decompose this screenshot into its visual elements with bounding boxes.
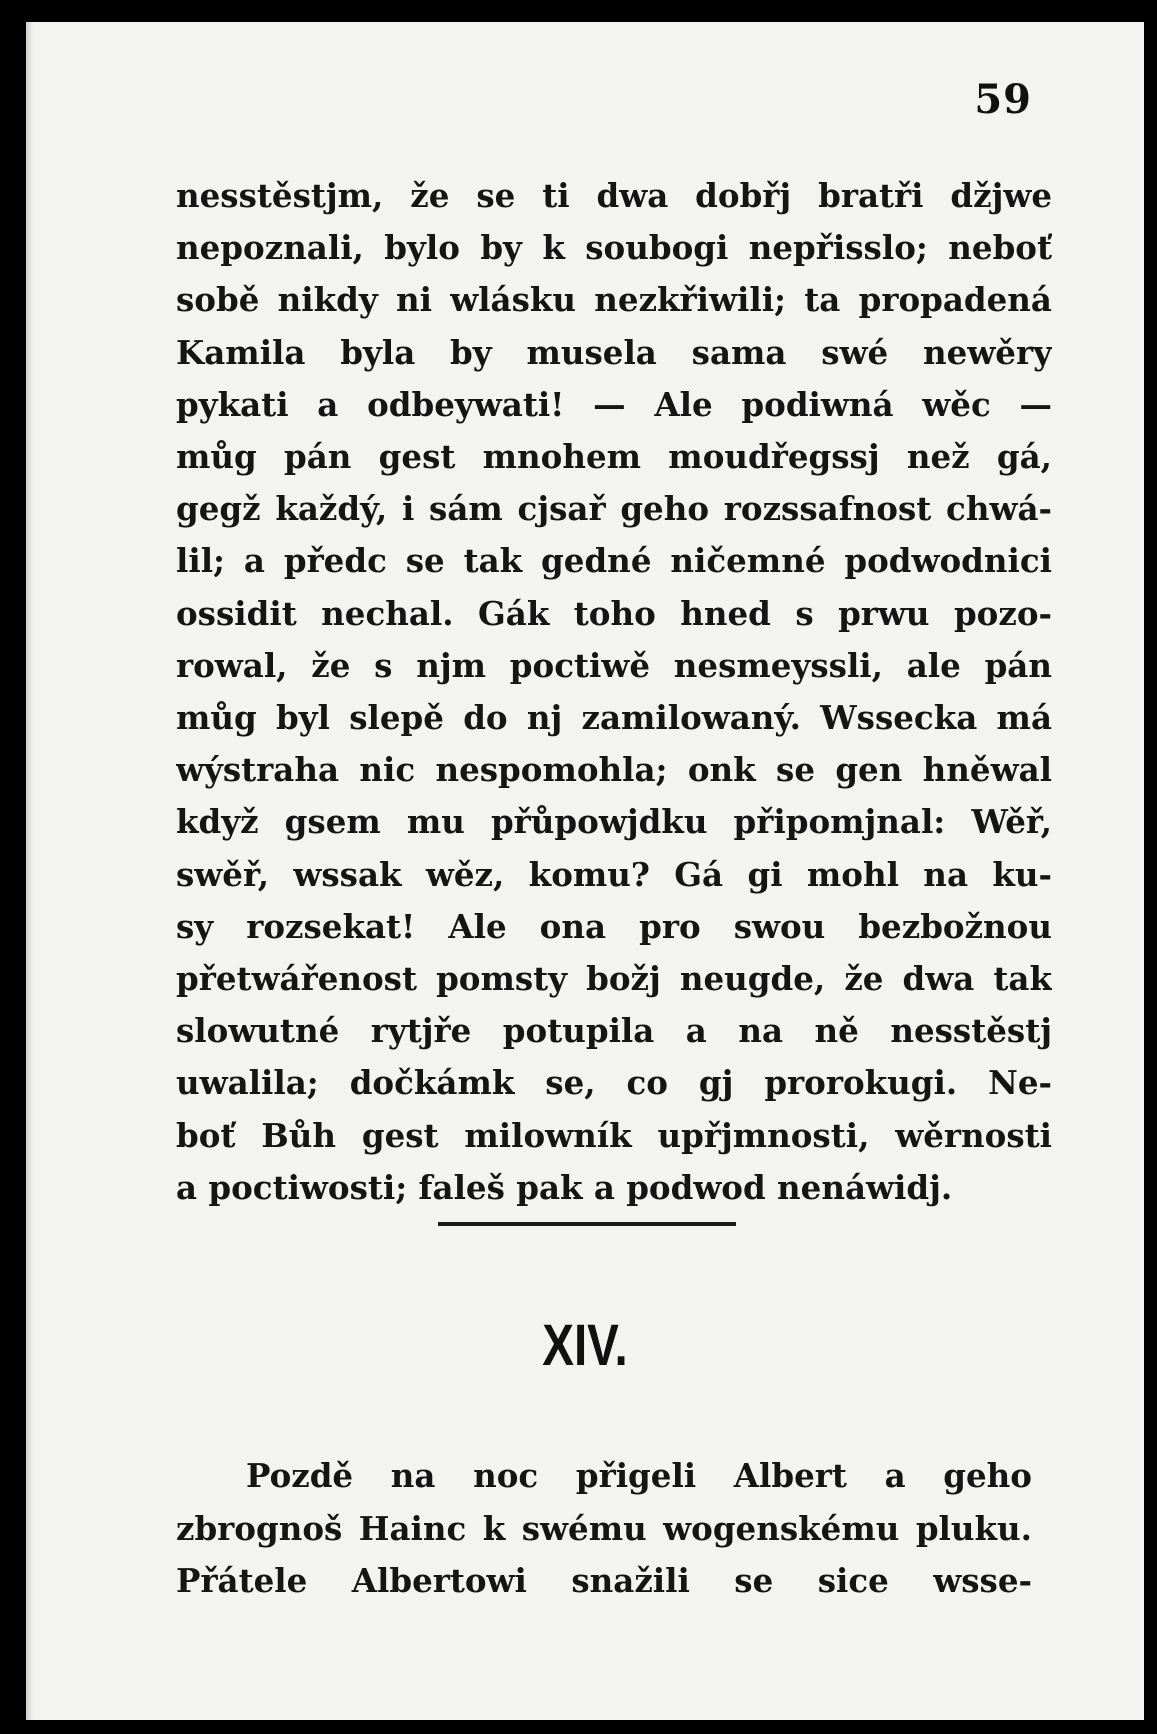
- text-line: Přátele Albertowi snažili se sice wsse-: [176, 1561, 1032, 1600]
- chapter-paragraph: [176, 1450, 1032, 1608]
- text-line: pykati a odbeywati! — Ale podiwná wěc —: [176, 384, 1052, 424]
- text-line: uwalila; dočkámk se, co gj prorokugi. Ne-: [176, 1063, 1052, 1103]
- text-line: sy rozsekat! Ale ona pro swou bezbožnou: [176, 906, 1052, 946]
- text-line: můg pán gest mnohem moudřegssj než gá,: [176, 437, 1052, 477]
- text-line: přetwářenost pomsty božj neugde, že dwa tak: [176, 959, 1052, 999]
- text-line: zbrognoš Hainc k swému wogenskému pluku.: [176, 1508, 1032, 1548]
- text-line: swěř, wssak wěz, komu? Gá gi mohl na ku-: [176, 854, 1052, 894]
- text-line: slowutné rytjře potupila a na ně nesstěstj: [176, 1011, 1052, 1051]
- text-line: když gsem mu přůpowjdku připomjnal: Wěř,: [176, 802, 1052, 842]
- page-spine-shadow: [26, 22, 34, 1720]
- text-line: sobě nikdy ni wlásku nezkřiwili; ta propadená: [176, 280, 1052, 320]
- text-line: nesstěstjm, že se ti dwa dobřj bratři džjwe: [176, 176, 1052, 215]
- body-paragraph: [176, 170, 1052, 1214]
- text-line: rowal, že s njm poctiwě nesmeyssli, ale pán: [176, 645, 1052, 685]
- page-number: 59: [974, 76, 1032, 123]
- text-line: lil; a předc se tak gedné ničemné podwodnici: [176, 541, 1052, 581]
- text-line: boť Bůh gest milowník upřjmnosti, wěrnosti: [176, 1115, 1052, 1155]
- text-line: ossidit nechal. Gák toho hned s prwu pozo-: [176, 593, 1052, 633]
- text-line: a poctiwosti; faleš pak a podwod nenáwidj.: [176, 1167, 953, 1207]
- book-page: [26, 22, 1144, 1720]
- text-line: Kamila byla by musela sama swé newěry: [176, 332, 1052, 372]
- chapter-heading: XIV.: [542, 1313, 628, 1378]
- text-line: Pozdě na noc přigeli Albert a geho: [246, 1456, 1032, 1495]
- text-line: wýstraha nic nespomohla; onk se gen hněwal: [176, 750, 1052, 790]
- text-line: nepoznali, bylo by k soubogi nepřisslo; neboť: [176, 228, 1052, 268]
- section-divider: [438, 1222, 736, 1226]
- text-line: gegž každý, i sám cjsař geho rozssafnost chwá-: [176, 489, 1052, 529]
- text-line: můg byl slepě do nj zamilowaný. Wssecka má: [176, 698, 1052, 738]
